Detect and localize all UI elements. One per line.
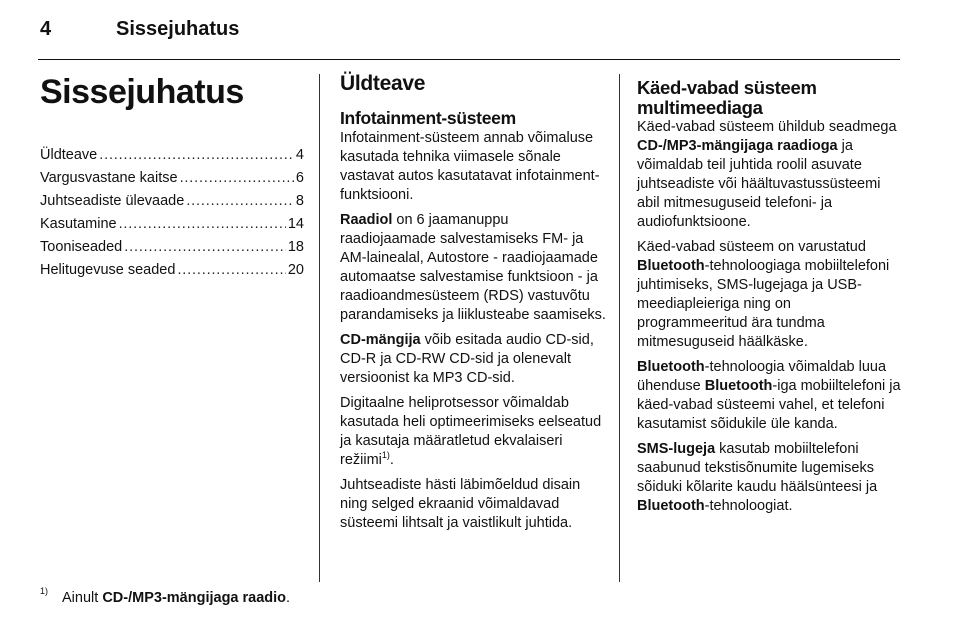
paragraph-text: Käed-vabad süsteem ühildub seadmega [637,119,897,135]
footnote-text: . [286,590,291,606]
paragraph-text: . [389,452,394,468]
term: CD-/MP3-mängijaga raadioga [637,138,838,154]
toc-leader [119,213,286,236]
paragraph-text: võib esitada audio CD-sid, CD-R ja CD-RW CD-sid ja olenevalt versioonist ka MP3 CD-sid. [340,332,594,386]
toc-entry[interactable] [40,259,304,282]
paragraph [340,211,606,325]
toc-entry[interactable] [40,236,304,259]
paragraph-text: -tehnoloogiaga mobiiltelefoni juhtimiseks, SMS-lugejaga ja USB-meediapleieriga ning on programmeeritud ära tundma mitmesuguseid häälkäske. [637,258,890,350]
term: Bluetooth [704,378,773,394]
section-heading: Käed-vabad süsteem multimeediaga [637,77,817,118]
paragraph [637,440,902,516]
toc-label: Kasutamine [40,216,117,232]
paragraph-text: kasutab mobiiltelefoni saabunud tekstisõnumite lugemiseks sõiduki kõlarite kaudu häälsünteesi ja [637,441,878,495]
paragraph: Juhtseadiste hästi läbimõeldud disain ning selged ekraanid võimaldavad süsteemi lihtsalt ja vaistlikult juhtida. [340,477,581,531]
subsection-heading: Infotainment-süsteem [340,108,516,128]
running-section-title: Sissejuhatus [116,18,240,40]
term: CD-/MP3-mängijaga raadio [102,590,287,606]
toc-label: Tooniseaded [40,239,123,255]
section-heading: Üldteave [340,72,426,95]
paragraph-text: -tehnoloogiat. [704,498,793,514]
toc-label: Juhtseadiste ülevaade [40,193,185,209]
paragraph [340,331,606,388]
toc-page: 6 [295,170,304,186]
toc-entry[interactable] [40,144,304,167]
toc-label: Vargusvastane kaitse [40,170,178,186]
paragraph-text: Käed-vabad süsteem on varustatud [637,239,866,255]
paragraph: Infotainment-süsteem annab võimaluse kasutada tehnika viimasele sõnale vastavat autos kasutatavat infotainment-funktsiooni. [340,130,600,203]
chapter-title: Sissejuhatus [40,73,244,111]
paragraph-text: ja võimaldab teil juhtida roolil asuvate juhtseadiste või häältuvastussüsteemi abil mitmesuguseid telefoni- ja audiofunktsioone. [637,138,881,230]
paragraph-text: -iga mobiiltelefoni ja käed-vabad süsteemi vahel, et telefoni kasutamist sõidukile üle kanda. [637,378,901,432]
footnote-marker: 1) [40,586,49,597]
toc-entry[interactable] [40,190,304,213]
page-number: 4 [40,18,52,40]
toc-page: 4 [295,147,304,163]
term: SMS-lugeja [637,441,716,457]
paragraph-text: -tehnoloogia võimaldab luua ühenduse [637,359,887,394]
paragraph-text: on 6 jaamanuppu raadiojaamade salvestamiseks FM- ja AM-lainealal, Autostore - raadiojaamade automaatse salvestamise funktsioon - ja raadioandmesüsteem (RDS) vastuvõtu parandamiseks ja liiklusteabe saamiseks. [340,212,606,323]
toc-leader [177,259,285,282]
toc-leader [186,190,294,213]
table-of-contents [40,144,304,282]
toc-label: Helitugevuse seaded [40,262,176,278]
term: Bluetooth [637,258,705,274]
term: CD-mängija [340,332,421,348]
paragraph [637,118,902,232]
column-divider-1 [319,74,320,582]
paragraph [340,394,606,470]
paragraph [637,358,902,434]
term: Raadiol [340,212,393,228]
toc-entry[interactable] [40,213,304,236]
toc-leader [180,167,294,190]
column-handsfree [637,72,902,522]
paragraph [637,238,902,352]
toc-entry[interactable] [40,167,304,190]
column-general-info [340,72,606,539]
toc-label: Üldteave [40,147,98,163]
column-divider-2 [619,74,620,582]
footnote-text: Ainult [62,590,103,606]
term: Bluetooth [637,498,705,514]
footnote-ref[interactable]: 1) [381,450,390,461]
column-toc [40,72,304,282]
toc-page: 18 [287,239,304,255]
footnote [40,586,291,607]
header-rule [38,59,900,60]
paragraph-text: Digitaalne heliprotsessor võimaldab kasutada heli optimeerimiseks eelseatud ja kasutaja määratletud ekvalaiseri režiimi [340,395,602,468]
toc-leader [99,144,294,167]
toc-page: 20 [287,262,304,278]
term: Bluetooth [637,359,705,375]
toc-leader [124,236,286,259]
toc-page: 8 [295,193,304,209]
toc-page: 14 [287,216,304,232]
